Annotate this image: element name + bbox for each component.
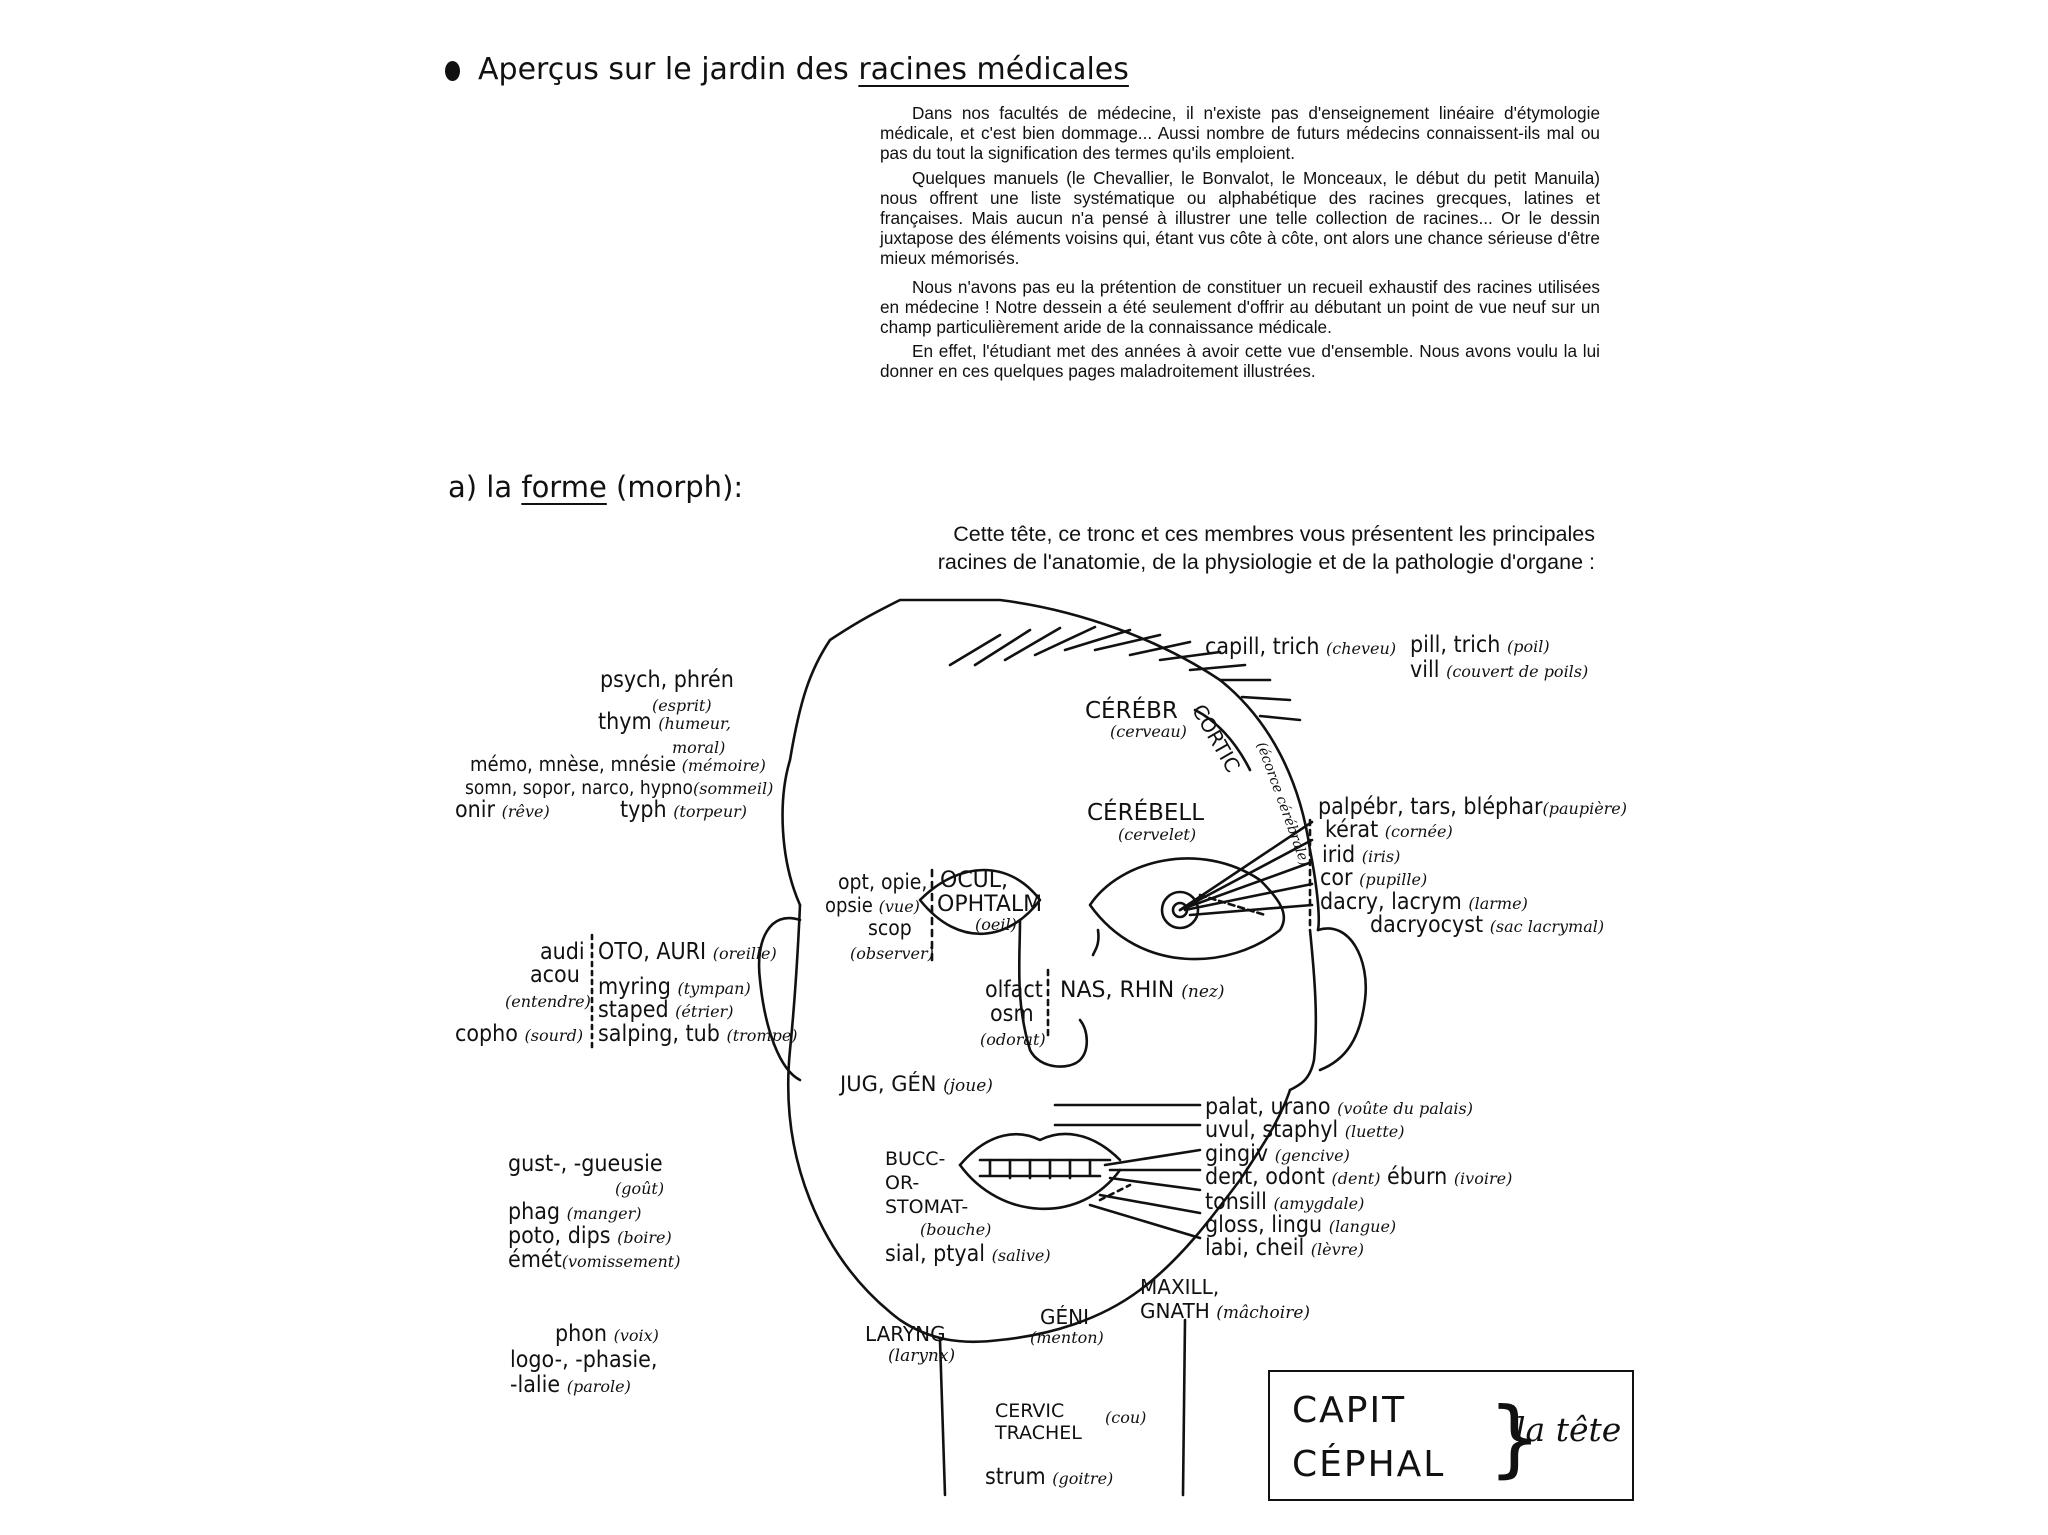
label-cervic: CERVIC bbox=[995, 1400, 1065, 1422]
label-palat: palat, urano (voûte du palais) bbox=[1205, 1094, 1473, 1120]
label-osm: osm bbox=[990, 1001, 1034, 1027]
label-cortic-note: (écorce cérébrale) bbox=[1252, 740, 1313, 869]
label-cortic: CORTIC bbox=[1187, 700, 1246, 777]
label-psych: psych, phrén bbox=[600, 667, 734, 693]
label-dent: dent, odont (dent) éburn (ivoire) bbox=[1205, 1164, 1513, 1190]
label-dacryocyst: dacryocyst (sac lacrymal) bbox=[1370, 912, 1605, 938]
label-irid: irid (iris) bbox=[1322, 842, 1401, 868]
label-geni-note: (menton) bbox=[1030, 1328, 1104, 1347]
label-ophtalm-note: (oeil) bbox=[975, 915, 1017, 934]
label-emet: émét(vomissement) bbox=[508, 1247, 681, 1273]
label-stomat: STOMAT- bbox=[885, 1196, 969, 1218]
label-memo: mémo, mnèse, mnésie (mémoire) bbox=[470, 752, 766, 776]
capit-cephal-box bbox=[1268, 1370, 1634, 1501]
label-tonsill: tonsill (amygdale) bbox=[1205, 1189, 1365, 1215]
label-lalie: -lalie (parole) bbox=[510, 1372, 631, 1398]
label-bucc-note: (bouche) bbox=[920, 1220, 992, 1239]
label-cerebell-note: (cervelet) bbox=[1118, 825, 1197, 844]
label-ophtalm: OPHTALM bbox=[937, 892, 1043, 917]
label-geni: GÉNI bbox=[1040, 1305, 1089, 1329]
box-brace: } bbox=[1488, 1389, 1542, 1487]
label-osm-note: (odorat) bbox=[980, 1030, 1046, 1049]
label-acou-note: (entendre) bbox=[505, 992, 591, 1011]
label-capill: capill, trich (cheveu) bbox=[1205, 634, 1397, 660]
neck-right bbox=[1183, 1320, 1185, 1495]
label-uvul: uvul, staphyl (luette) bbox=[1205, 1117, 1405, 1143]
label-kerat: kérat (cornée) bbox=[1325, 817, 1453, 843]
label-psych-note: (esprit) bbox=[652, 696, 712, 715]
label-typh: typh (torpeur) bbox=[620, 797, 748, 823]
label-cerebr: CÉRÉBR bbox=[1085, 698, 1178, 724]
subsection-underlined: forme bbox=[521, 470, 607, 504]
label-salping: salping, tub (trompe) bbox=[598, 1021, 798, 1047]
label-opsie: opsie (vue) bbox=[825, 893, 920, 917]
label-laryng: LARYNG bbox=[865, 1322, 946, 1346]
intro-paragraph: Quelques manuels (le Chevallier, le Bonvalot, le Monceaux, le début du petit Manuila) nous offrent une liste systématique ou alphabétique des racines grecques, latines et françaises. Mais aucun n'a pensé à illustrer une telle collection de racines... Or le dessin juxtapose des éléments voisins qui, étant vus côte à côte, ont alors une chance sérieuse d'être mieux mémorisés. bbox=[880, 167, 1600, 269]
label-scop: scop bbox=[868, 916, 912, 940]
label-phag: phag (manger) bbox=[508, 1199, 642, 1225]
box-meaning: la tête bbox=[1515, 1410, 1622, 1449]
label-or: OR- bbox=[885, 1172, 920, 1194]
label-labi: labi, cheil (lèvre) bbox=[1205, 1235, 1364, 1261]
section-heading: Aperçus sur le jardin des racines médicales bbox=[445, 52, 1129, 87]
label-copho: copho (sourd) bbox=[455, 1021, 584, 1047]
face-right-contour bbox=[1290, 930, 1316, 1090]
label-dacry: dacry, lacrym (larme) bbox=[1320, 889, 1528, 915]
label-thym: thym (humeur, bbox=[598, 709, 731, 735]
label-staped: staped (étrier) bbox=[598, 997, 734, 1023]
label-oto: OTO, AURI (oreille) bbox=[598, 939, 777, 965]
label-trachel: TRACHEL bbox=[995, 1422, 1082, 1444]
label-gust-note: (goût) bbox=[615, 1179, 665, 1198]
label-phon: phon (voix) bbox=[555, 1321, 659, 1347]
label-gnath: GNATH (mâchoire) bbox=[1140, 1299, 1311, 1323]
label-gloss: gloss, lingu (langue) bbox=[1205, 1212, 1397, 1238]
label-sial: sial, ptyal (salive) bbox=[885, 1241, 1051, 1267]
intro-paragraph: Nous n'avons pas eu la prétention de constituer un recueil exhaustif des racines utilisées en médecine ! Notre dessein a été seulement d'offrir au débutant un point de vue neuf sur un champ particulièrement aride de la connaissance médicale. bbox=[880, 276, 1600, 338]
label-vill: vill (couvert de poils) bbox=[1410, 657, 1589, 683]
label-bucc: BUCC- bbox=[885, 1148, 946, 1170]
label-poto: poto, dips (boire) bbox=[508, 1223, 672, 1249]
label-logo: logo-, -phasie, bbox=[510, 1347, 658, 1373]
label-onir: onir (rêve) bbox=[455, 797, 550, 823]
label-cerebr-note: (cerveau) bbox=[1110, 722, 1187, 741]
label-opt: opt, opie, bbox=[838, 870, 928, 894]
label-gingiv: gingiv (gencive) bbox=[1205, 1141, 1350, 1167]
label-jug: JUG, GÉN (joue) bbox=[840, 1072, 993, 1096]
subsection-heading: a) la forme (morph): bbox=[448, 470, 744, 504]
label-gust: gust-, -gueusie bbox=[508, 1151, 663, 1177]
label-nas: NAS, RHIN (nez) bbox=[1060, 978, 1225, 1003]
label-palpebr: palpébr, tars, bléphar(paupière) bbox=[1318, 794, 1628, 820]
lower-lip bbox=[960, 1165, 1120, 1209]
label-ocul: OCUL, bbox=[940, 868, 1009, 893]
label-somn: somn, sopor, narco, hypno(sommeil) bbox=[465, 777, 774, 799]
label-laryng-note: (larynx) bbox=[888, 1346, 956, 1366]
box-cephal: CÉPHAL bbox=[1292, 1444, 1446, 1485]
lead-line: Cette tête, ce tronc et ces membres vous présentent les principales bbox=[953, 522, 1595, 546]
label-pill: pill, trich (poil) bbox=[1410, 632, 1550, 658]
label-myring: myring (tympan) bbox=[598, 974, 751, 1000]
intro-paragraph: Dans nos facultés de médecine, il n'existe pas d'enseignement linéaire d'étymologie médicale, et c'est bien dommage... Aussi nombre de futurs médecins connaissent-ils mal ou pas du tout la signification des termes qu'ils emploient. bbox=[880, 103, 1600, 164]
box-capit: CAPIT bbox=[1292, 1390, 1407, 1431]
label-thym-note2: moral) bbox=[672, 738, 726, 757]
lead-line: racines de l'anatomie, de la physiologie et de la pathologie d'organe : bbox=[937, 550, 1595, 574]
label-strum: strum (goitre) bbox=[985, 1464, 1114, 1490]
right-ear bbox=[1318, 928, 1366, 1070]
label-cor: cor (pupille) bbox=[1320, 865, 1428, 891]
label-maxill: MAXILL, bbox=[1140, 1275, 1220, 1299]
label-acou: acou bbox=[530, 962, 580, 988]
label-scop-note: (observer) bbox=[850, 944, 934, 963]
label-audi: audi bbox=[540, 939, 585, 965]
label-cerebell: CÉRÉBELL bbox=[1087, 800, 1205, 826]
heading-underlined: racines médicales bbox=[858, 52, 1129, 87]
label-olfact: olfact bbox=[985, 977, 1043, 1003]
intro-paragraph: En effet, l'étudiant met des années à avoir cette vue d'ensemble. Nous avons voulu la lui donner en ces quelques pages maladroitement illustrées. bbox=[880, 341, 1600, 382]
label-cervic-note: (cou) bbox=[1105, 1408, 1147, 1427]
